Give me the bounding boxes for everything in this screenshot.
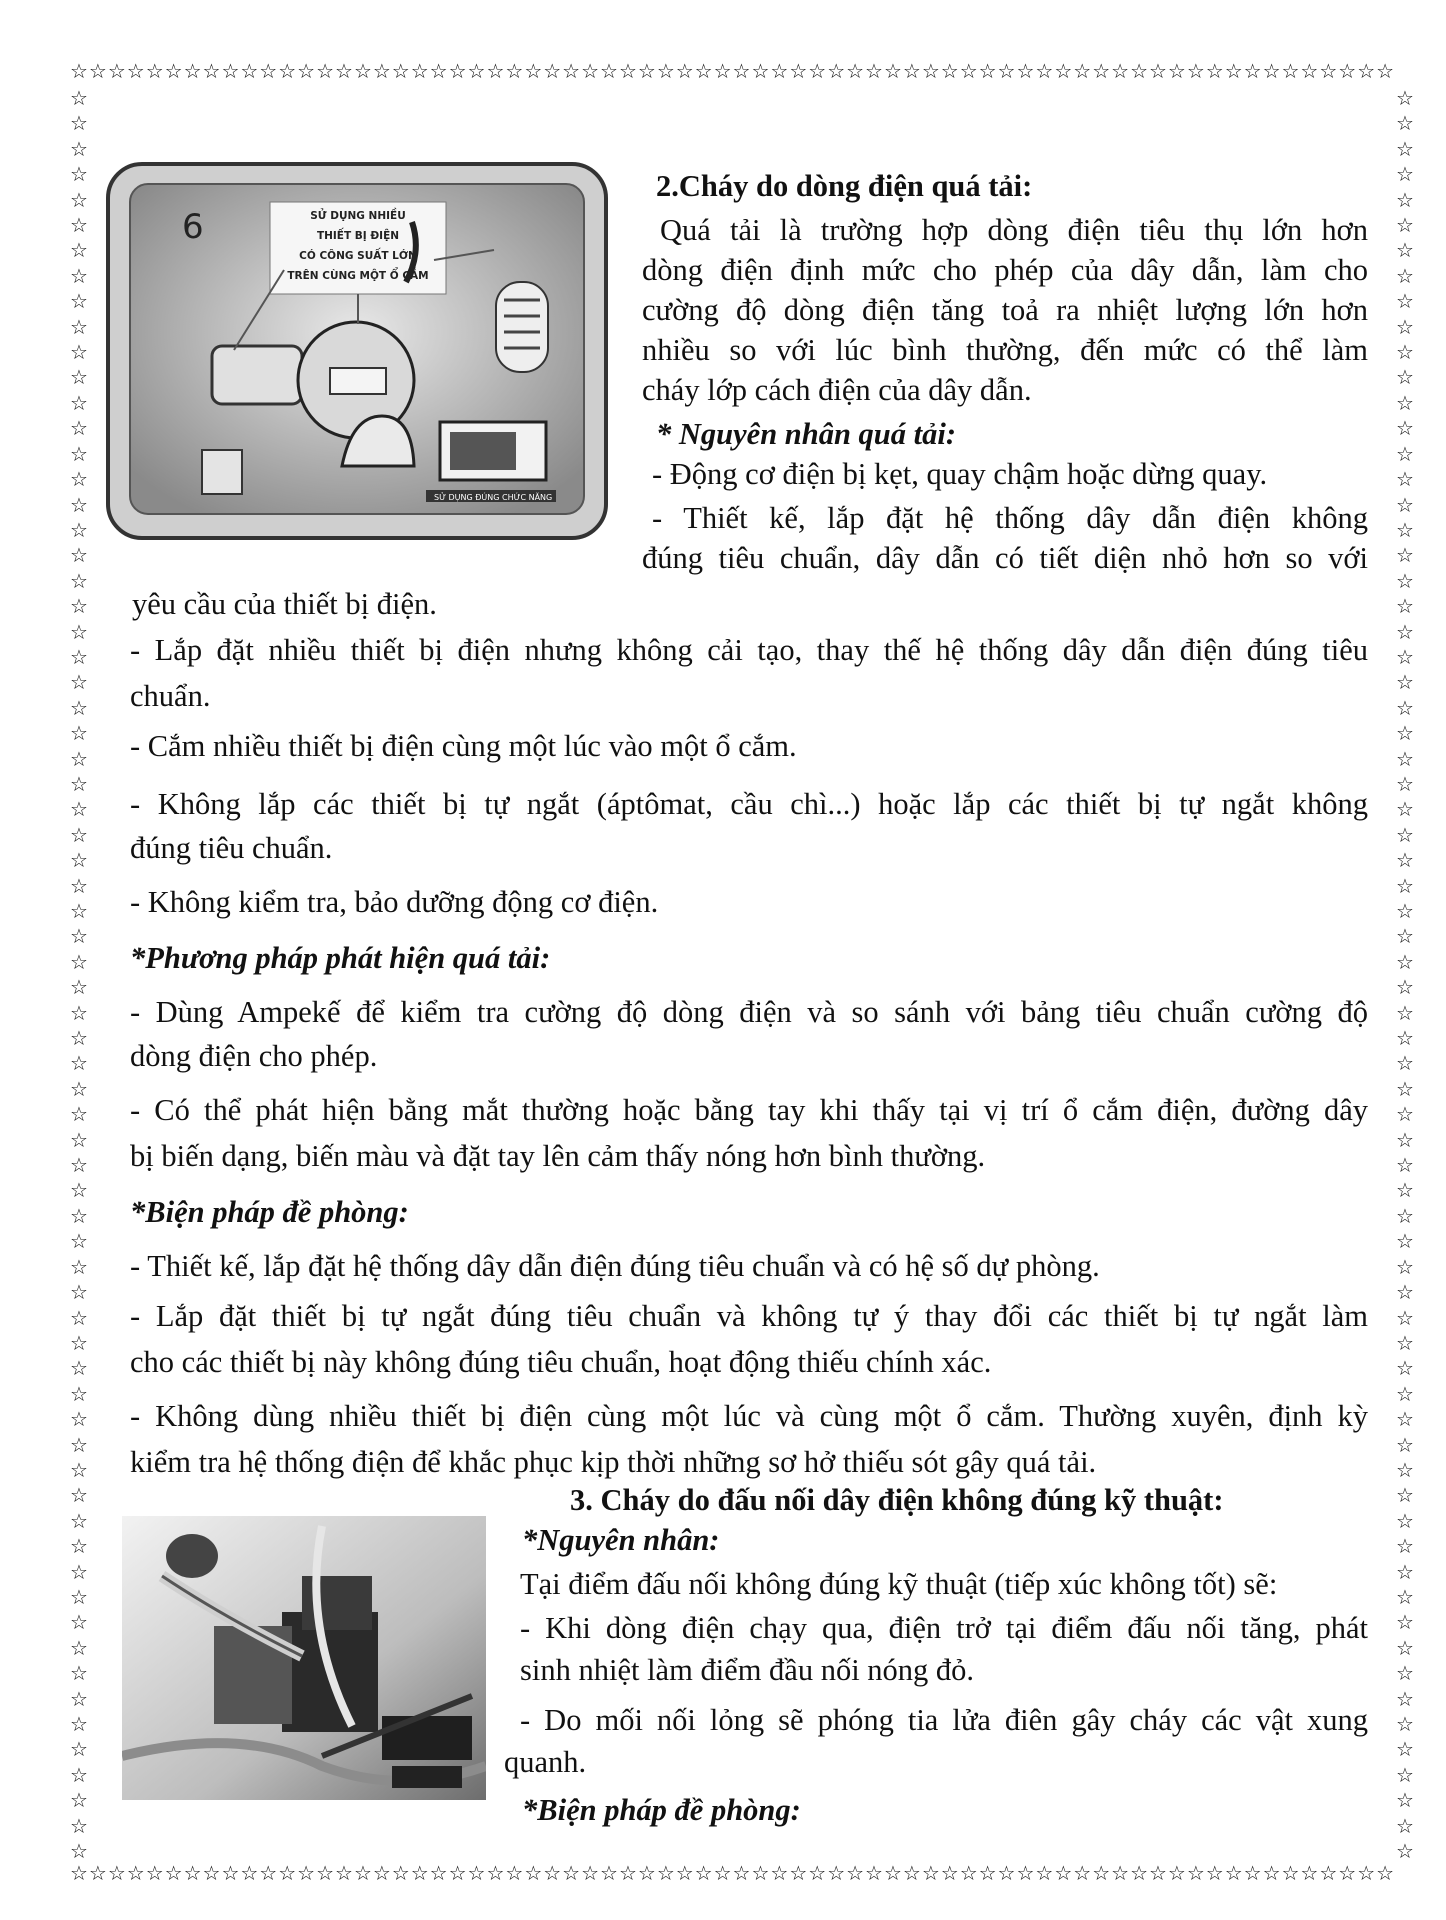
overload-cause-item: đúng tiêu chuẩn, dây dẫn có tiết diện nhỏ hơn so với (642, 541, 1368, 575)
sign-line: TRÊN CÙNG MỘT Ổ CẮM (287, 270, 429, 282)
section2-intro-line: cường độ dòng điện tăng toả ra nhiệt lượng lớn hơn (642, 293, 1368, 327)
section3-prevention-heading: *Biện pháp đề phòng: (522, 1793, 801, 1827)
prevention-heading: *Biện pháp đề phòng: (130, 1195, 409, 1229)
overload-cause-item: - Động cơ điện bị kẹt, quay chậm hoặc dừng quay. (652, 457, 1268, 491)
overload-illustration (104, 160, 610, 542)
section2-intro-line: nhiều so với lúc bình thường, đến mức có thể làm (642, 333, 1368, 367)
section2-intro-line: cháy lớp cách điện của dây dẫn. (642, 373, 1032, 407)
section2-heading: 2.Cháy do dòng điện quá tải: (656, 169, 1033, 203)
detection-item: dòng điện cho phép. (130, 1039, 378, 1073)
overload-cause-heading: * Nguyên nhân quá tải: (656, 417, 956, 451)
section3-point: sinh nhiệt làm điểm đầu nối nóng đỏ. (520, 1653, 975, 1687)
section3-lead: Tại điểm đấu nối không đúng kỹ thuật (tiếp xúc không tốt) sẽ: (520, 1567, 1278, 1601)
border-left: ☆ ☆ ☆ ☆ ☆ ☆ ☆ ☆ ☆ ☆ ☆ ☆ ☆ ☆ ☆ ☆ ☆ ☆ ☆ ☆ ☆ ☆ ☆ ☆ ☆ ☆ ☆ ☆ ☆ ☆ ☆ ☆ ☆ ☆ ☆ ☆ ☆ ☆ ☆ ☆ ☆ ☆ ☆ ☆ ☆ ☆ ☆ ☆ ☆ ☆ ☆ ☆ ☆ ☆ ☆ ☆ ☆ ☆ ☆ ☆ ☆ ☆ ☆ ☆ ☆ ☆ ☆ ☆ ☆ ☆ (70, 86, 88, 1864)
detection-item: - Có thể phát hiện bằng mắt thường hoặc bằng tay khi thấy tại vị trí ổ cắm điện, đường dây (130, 1093, 1368, 1127)
prevention-item: - Không dùng nhiều thiết bị điện cùng một lúc và cùng một ổ cắm. Thường xuyên, định kỳ (130, 1399, 1368, 1433)
section3-point: - Khi dòng điện chạy qua, điện trở tại điểm đấu nối tăng, phát (520, 1611, 1368, 1645)
prevention-item: - Lắp đặt thiết bị tự ngắt đúng tiêu chuẩn và không tự ý thay đổi các thiết bị tự ngắt làm (130, 1299, 1368, 1333)
overload-cause-item: - Lắp đặt nhiều thiết bị điện nhưng không cải tạo, thay thế hệ thống dây dẫn điện đúng tiêu (130, 633, 1368, 667)
illustration-caption: SỬ DỤNG ĐÚNG CHỨC NĂNG (434, 493, 553, 502)
overload-cause-item: - Không kiểm tra, bảo dưỡng động cơ điện. (130, 885, 659, 919)
overload-cause-item: - Thiết kế, lắp đặt hệ thống dây dẫn điện không (652, 501, 1368, 535)
sign-line: THIẾT BỊ ĐIỆN (316, 230, 400, 242)
overload-cause-item: chuẩn. (130, 679, 211, 713)
overload-cause-item: - Không lắp các thiết bị tự ngắt (áptômat, cầu chì...) hoặc lắp các thiết bị tự ngắt không (130, 787, 1368, 821)
illustration-sign (274, 206, 442, 286)
prevention-item: cho các thiết bị này không đúng tiêu chuẩn, hoạt động thiếu chính xác. (130, 1345, 992, 1379)
border-bottom: ☆☆☆☆☆☆☆☆☆☆☆☆☆☆☆☆☆☆☆☆☆☆☆☆☆☆☆☆☆☆☆☆☆☆☆☆☆☆☆☆☆☆☆☆☆☆☆☆☆☆☆☆☆☆☆☆☆☆☆☆☆☆☆☆☆☆☆☆☆☆ (70, 1861, 1396, 1885)
overload-cause-item: - Cắm nhiều thiết bị điện cùng một lúc vào một ổ cắm. (130, 729, 797, 763)
detection-item: bị biến dạng, biến màu và đặt tay lên cảm thấy nóng hơn bình thường. (130, 1139, 986, 1173)
wire-connection-photo (122, 1516, 486, 1800)
section3-cause-heading: *Nguyên nhân: (522, 1523, 720, 1557)
sign-line: CÓ CÔNG SUẤT LỚN (299, 250, 417, 262)
detection-item: - Dùng Ampekế để kiểm tra cường độ dòng điện và so sánh với bảng tiêu chuẩn cường độ (130, 995, 1368, 1029)
section2-intro-line: dòng điện định mức cho phép của dây dẫn, làm cho (642, 253, 1368, 287)
prevention-item: - Thiết kế, lắp đặt hệ thống dây dẫn điện đúng tiêu chuẩn và có hệ số dự phòng. (130, 1249, 1100, 1283)
section3-heading: 3. Cháy do đấu nối dây điện không đúng kỹ thuật: (570, 1483, 1224, 1517)
border-top: ☆☆☆☆☆☆☆☆☆☆☆☆☆☆☆☆☆☆☆☆☆☆☆☆☆☆☆☆☆☆☆☆☆☆☆☆☆☆☆☆☆☆☆☆☆☆☆☆☆☆☆☆☆☆☆☆☆☆☆☆☆☆☆☆☆☆☆☆☆☆ (70, 59, 1396, 83)
overload-cause-item: yêu cầu của thiết bị điện. (132, 587, 437, 621)
detection-heading: *Phương pháp phát hiện quá tải: (130, 941, 551, 975)
section3-point: quanh. (504, 1745, 587, 1779)
prevention-item: kiểm tra hệ thống điện để khắc phục kịp thời những sơ hở thiếu sót gây quá tải. (130, 1445, 1097, 1479)
overload-cause-item: đúng tiêu chuẩn. (130, 831, 333, 865)
border-right: ☆ ☆ ☆ ☆ ☆ ☆ ☆ ☆ ☆ ☆ ☆ ☆ ☆ ☆ ☆ ☆ ☆ ☆ ☆ ☆ ☆ ☆ ☆ ☆ ☆ ☆ ☆ ☆ ☆ ☆ ☆ ☆ ☆ ☆ ☆ ☆ ☆ ☆ ☆ ☆ ☆ ☆ ☆ ☆ ☆ ☆ ☆ ☆ ☆ ☆ ☆ ☆ ☆ ☆ ☆ ☆ ☆ ☆ ☆ ☆ ☆ ☆ ☆ ☆ ☆ ☆ ☆ ☆ ☆ ☆ (1396, 86, 1414, 1864)
sign-line: SỬ DỤNG NHIỀU (310, 210, 406, 222)
section3-point: - Do mối nối lỏng sẽ phóng tia lửa điên gây cháy các vật xung (520, 1703, 1368, 1737)
svg-text:6: 6 (182, 207, 204, 247)
section2-intro-line: Quá tải là trường hợp dòng điện tiêu thụ lớn hơn (660, 213, 1368, 247)
